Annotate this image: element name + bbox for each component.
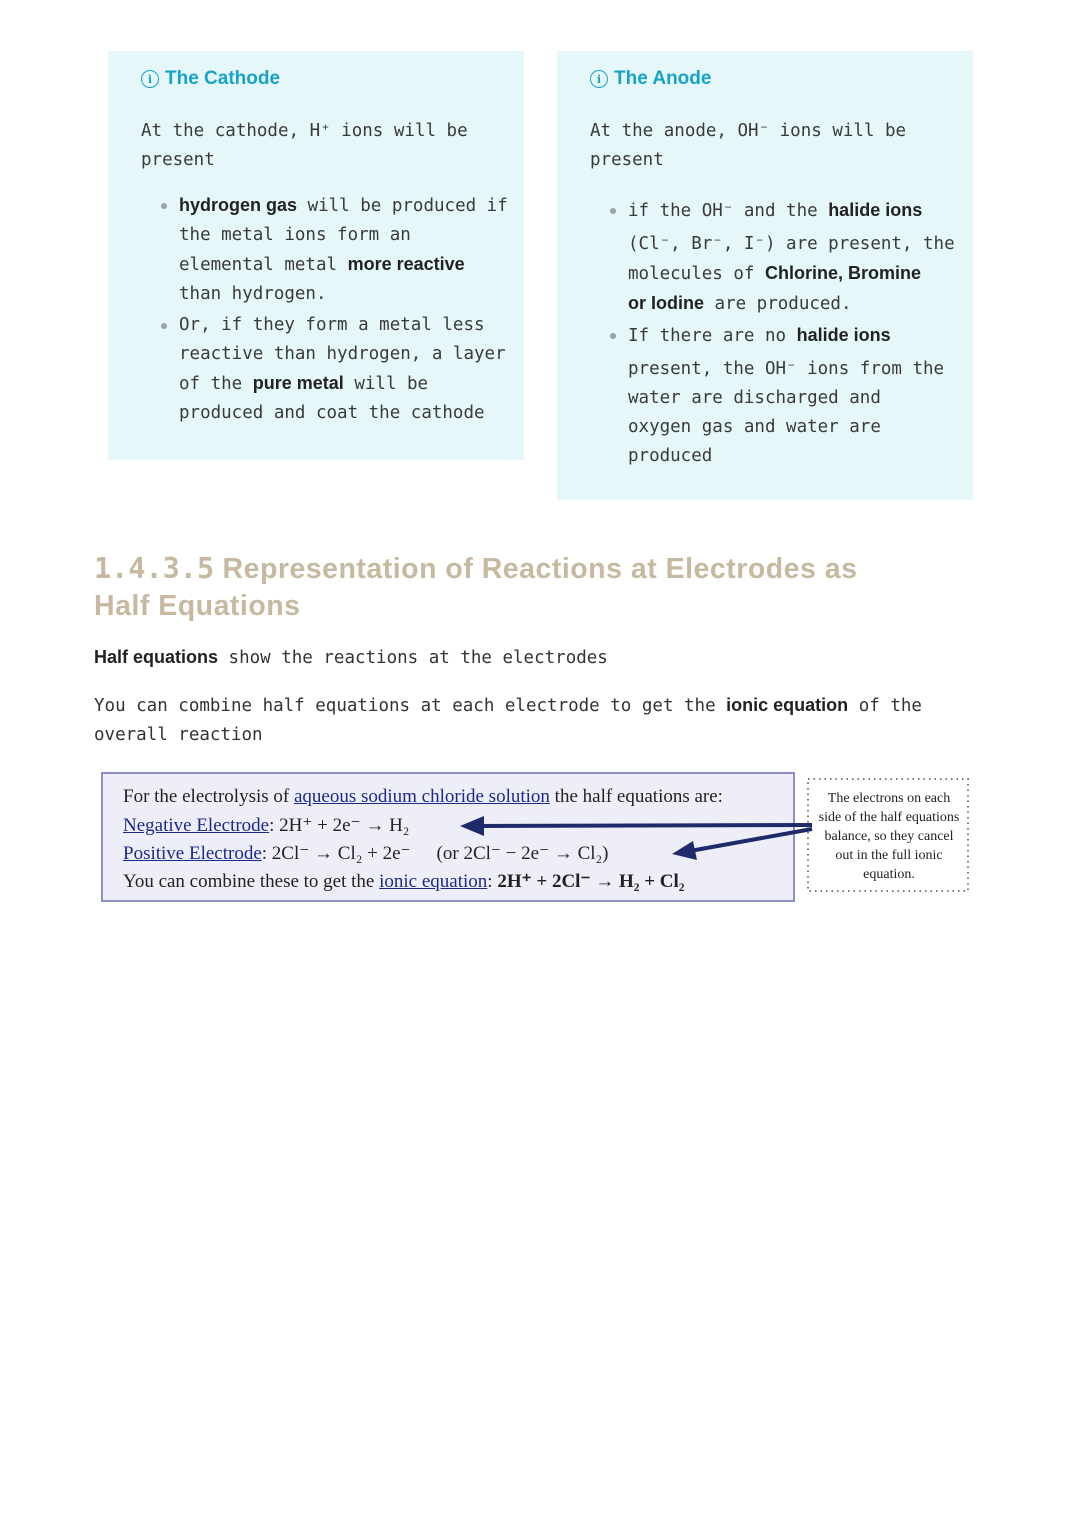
section-title-line2: Half Equations: [94, 590, 301, 622]
anode-intro: At the anode, OH⁻ ions will be present: [590, 121, 907, 170]
link-aqueous-sodium-chloride[interactable]: aqueous sodium chloride solution: [293, 786, 550, 807]
cathode-card: [108, 51, 524, 460]
link-ionic-equation[interactable]: ionic equation: [379, 871, 488, 892]
info-icon: i: [590, 70, 608, 88]
equation-intro: For the electrolysis of aqueous sodium chloride solution the half equations are:: [123, 786, 723, 807]
side-note: [808, 777, 970, 892]
equation-box: [101, 772, 795, 902]
anode-bullet-halide: if the OH⁻ and the halide ions (Cl⁻, Br⁻, I⁻) are present, the molecules of Chlorine, Bromine or Iodine are produced.: [628, 196, 955, 319]
link-positive-electrode[interactable]: Positive Electrode: [123, 843, 262, 864]
cathode-intro: At the cathode, H⁺ ions will be present: [141, 121, 468, 170]
cathode-bullet-hydrogen: hydrogen gas will be produced if the metal ions form an elemental metal more reactive than hydrogen.: [179, 191, 508, 309]
anode-title: i The Anode: [590, 68, 711, 90]
positive-electrode-equation: Positive Electrode: 2Cl⁻ → Cl₂ + 2e⁻ (or 2Cl⁻ − 2e⁻ → Cl₂): [123, 843, 609, 864]
cathode-bullet-metal: Or, if they form a metal less reactive than hydrogen, a layer of the pure metal will be produced and coat the cathode: [179, 311, 508, 428]
para-ionic-equation: You can combine half equations at each electrode to get the ionic equation of the overall reaction: [94, 695, 922, 745]
section-heading: [94, 550, 994, 625]
para-half-equations: Half equations show the reactions at the electrodes: [94, 647, 608, 668]
info-icon: i: [141, 70, 159, 88]
anode-bullet-no-halide: If there are no halide ions present, the OH⁻ ions from the water are discharged and oxygen gas and water are produced: [628, 321, 955, 471]
cathode-title: i The Cathode: [141, 68, 280, 90]
cathode-bullets: [179, 191, 508, 428]
ionic-equation-line: You can combine these to get the ionic equation: 2H⁺ + 2Cl⁻ → H₂ + Cl₂: [123, 871, 685, 892]
link-negative-electrode[interactable]: Negative Electrode: [123, 815, 270, 836]
anode-bullets: [628, 196, 955, 471]
anode-card: [557, 51, 973, 500]
negative-electrode-equation: Negative Electrode: 2H⁺ + 2e⁻ → H₂: [123, 815, 410, 836]
section-number: 1.4.3.5: [94, 552, 215, 585]
side-note-text: The electrons on each side of the half equations balance, so they cancel out in the full ionic equation.: [818, 791, 960, 882]
section-title-line1: Representation of Reactions at Electrodes as: [214, 553, 858, 585]
